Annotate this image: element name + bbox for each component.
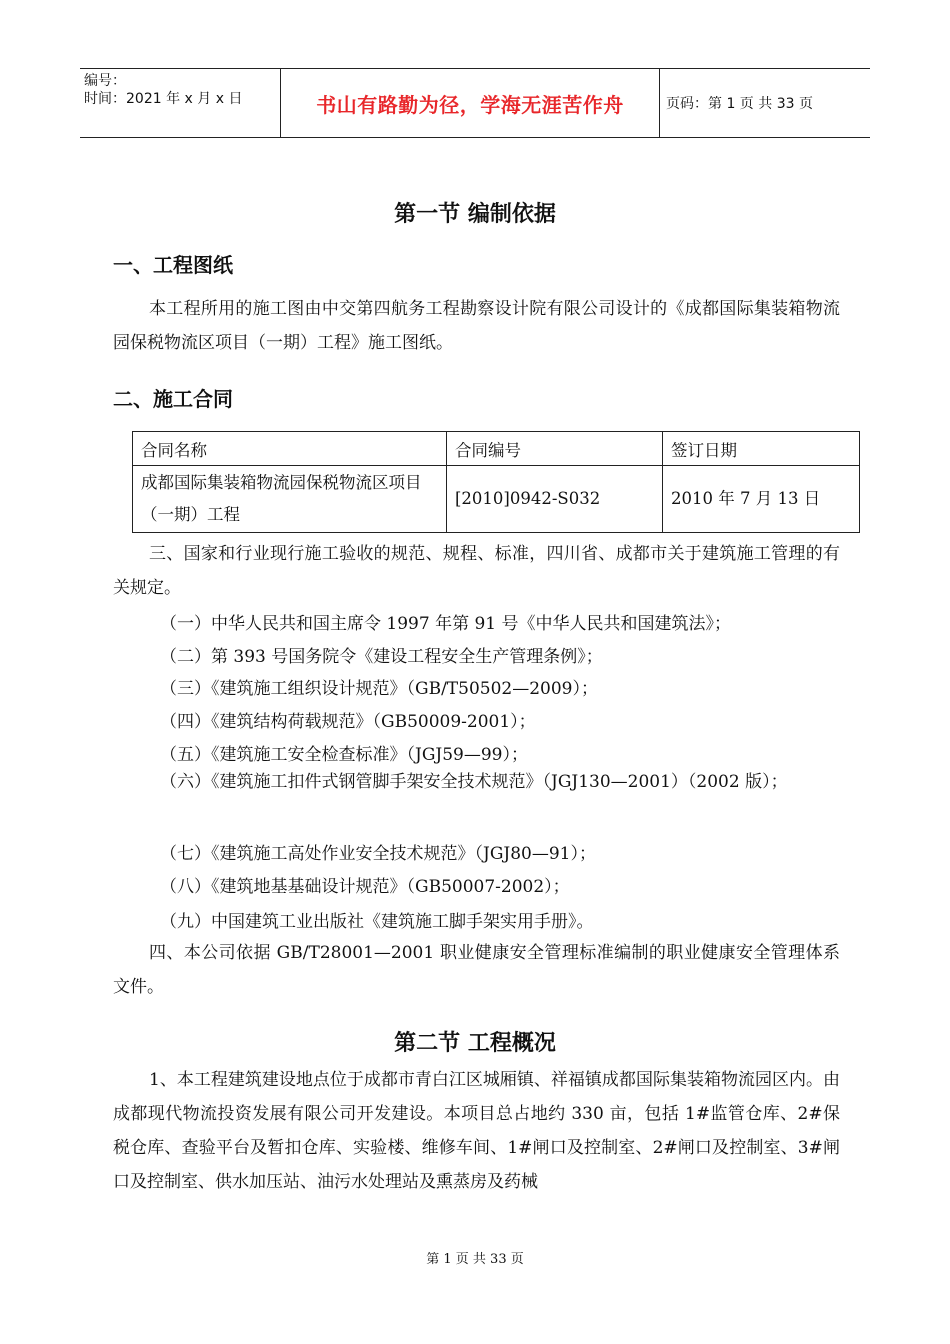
list-item: （一）中华人民共和国主席令 1997 年第 91 号《中华人民共和国建筑法》；: [160, 614, 732, 634]
header-page-info: 页码：第 1 页 共 33 页: [666, 96, 813, 112]
list-item: （五）《建筑施工安全检查标准》（JGJ59—99）；: [160, 745, 528, 765]
page-header: [80, 68, 870, 138]
table-header-cell: 签订日期: [663, 432, 860, 466]
list-item: （二）第 393 号国务院令《建设工程安全生产管理条例》；: [160, 647, 603, 667]
paragraph-company-system: 四、本公司依据 GB/T28001—2001 职业健康安全管理标准编制的职业健康安全管理体系文件。: [113, 943, 840, 997]
table-cell: 成都国际集装箱物流园保税物流区项目（一期）工程: [133, 466, 447, 533]
contract-table: [132, 431, 860, 533]
list-item: （四）《建筑结构荷载规范》（GB50009-2001）；: [160, 712, 536, 732]
table-cell: [2010]0942-S032: [447, 466, 663, 533]
table-header-row: [133, 432, 860, 466]
list-item: （八）《建筑地基基础设计规范》（GB50007-2002）；: [160, 877, 570, 897]
header-meta: [80, 69, 280, 137]
paragraph-drawings: 本工程所用的施工图由中交第四航务工程勘察设计院有限公司设计的《成都国际集装箱物流园保税物流区项目（一期）工程》施工图纸。: [113, 299, 840, 353]
section-2-title: 第二节 工程概况: [394, 1031, 556, 1056]
table-header-cell: 合同名称: [133, 432, 447, 466]
list-item: （七）《建筑施工高处作业安全技术规范》（JGJ80—91）；: [160, 844, 596, 864]
table-row: [133, 466, 860, 533]
doc-number-label: 编号：: [84, 73, 126, 89]
paragraph-overview: 1、本工程建筑建设地点位于成都市青白江区城厢镇、祥福镇成都国际集装箱物流园区内。由成都现代物流投资发展有限公司开发建设。本项目总占地约 330 亩，包括 1#监管仓库、2#保税仓库、查验平台及暂扣仓库、实验楼、维修车间、1#闸口及控制室、2#闸口及控制室、3#闸口及控制室、供水加压站、油污水处理站及熏蒸房及药械: [113, 1070, 840, 1192]
table-header-cell: 合同编号: [447, 432, 663, 466]
page-footer: 第 1 页 共 33 页: [426, 1252, 524, 1267]
heading-contract: 二、施工合同: [113, 387, 233, 411]
table-cell: 2010 年 7 月 13 日: [663, 466, 860, 533]
header-motto: 书山有路勤为径，学海无涯苦作舟: [280, 69, 660, 137]
list-item: （九）中国建筑工业出版社《建筑施工脚手架实用手册》。: [160, 912, 594, 932]
doc-date-label: 时间：2021 年 x 月 x 日: [84, 91, 243, 107]
list-item: （六）《建筑施工扣件式钢管脚手架安全技术规范》（JGJ130—2001）（2002 版）；: [160, 772, 788, 792]
section-1-title: 第一节 编制依据: [394, 202, 556, 227]
heading-drawings: 一、工程图纸: [113, 253, 233, 277]
paragraph-regulations: 三、国家和行业现行施工验收的规范、规程、标准，四川省、成都市关于建筑施工管理的有关规定。: [113, 544, 840, 598]
list-item: （三）《建筑施工组织设计规范》（GB/T50502—2009）；: [160, 679, 598, 699]
